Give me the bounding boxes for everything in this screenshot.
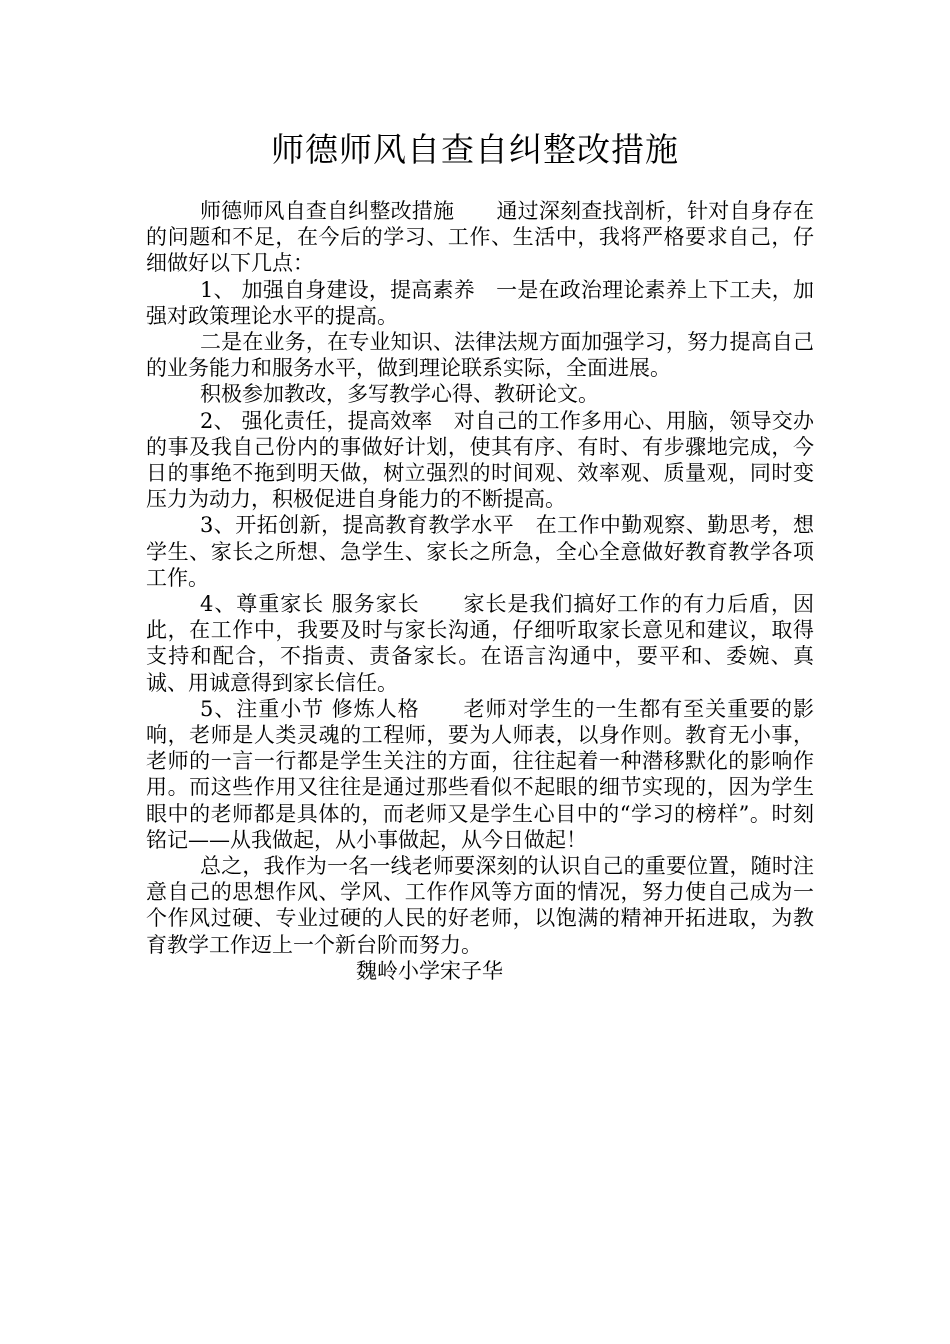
document-body — [146, 198, 814, 984]
paragraph-point-2: 2、 强化责任，提高效率 对自己的工作多用心、用脑，领导交办的事及我自己份内的事做好计划，使其有序、有时、有步骤地完成，今日的事绝不拖到明天做，树立强烈的时间观、效率观、质量观，同时变压力为动力，积极促进自身能力的不断提高。 — [146, 408, 814, 512]
document-title: 师德师风自查自纠整改措施 — [271, 130, 679, 169]
paragraph-intro: 师德师风自查自纠整改措施 通过深刻查找剖析，针对自身存在的问题和不足，在今后的学习、工作、生活中，我将严格要求自己，仔细做好以下几点： — [146, 199, 814, 276]
signature: 魏岭小学宋子华 — [356, 958, 503, 983]
paragraph-point-3: 3、开拓创新，提高教育教学水平 在工作中勤观察、勤思考，想学生、家长之所想、急学生、家长之所急，全心全意做好教育教学各项工作。 — [146, 513, 814, 590]
paragraph-point-1-business: 二是在业务，在专业知识、法律法规方面加强学习，努力提高自己的业务能力和服务水平，做到理论联系实际，全面进展。 — [146, 330, 814, 381]
paragraph-point-4: 4、尊重家长 服务家长 家长是我们搞好工作的有力后盾，因此，在工作中，我要及时与家长沟通，仔细听取家长意见和建议，取得支持和配合，不指责、责备家长。在语言沟通中，要平和、委婉、真诚、用诚意得到家长信任。 — [146, 592, 814, 695]
paragraph-point-1-reform: 积极参加教改，多写教学心得、教研论文。 — [200, 382, 599, 407]
paragraph-point-1: 1、 加强自身建设，提高素养 一是在政治理论素养上下工夫，加强对政策理论水平的提高。 — [146, 277, 814, 328]
paragraph-conclusion: 总之，我作为一名一线老师要深刻的认识自己的重要位置，随时注意自己的思想作风、学风、工作作风等方面的情况，努力使自己成为一个作风过硬、专业过硬的人民的好老师，以饱满的精神开拓进取，为教育教学工作迈上一个新台阶而努力。 — [146, 854, 814, 957]
paragraph-point-5: 5、注重小节 修炼人格 老师对学生的一生都有至关重要的影响，老师是人类灵魂的工程师，要为人师表，以身作则。教育无小事，老师的一言一行都是学生关注的方面，往往起着一种潜移默化的影响作用。而这些作用又往往是通过那些看似不起眼的细节实现的，因为学生眼中的老师都是具体的，而老师又是学生心目中的“学习的榜样”。时刻铭记——从我做起，从小事做起，从今日做起！ — [146, 696, 814, 852]
